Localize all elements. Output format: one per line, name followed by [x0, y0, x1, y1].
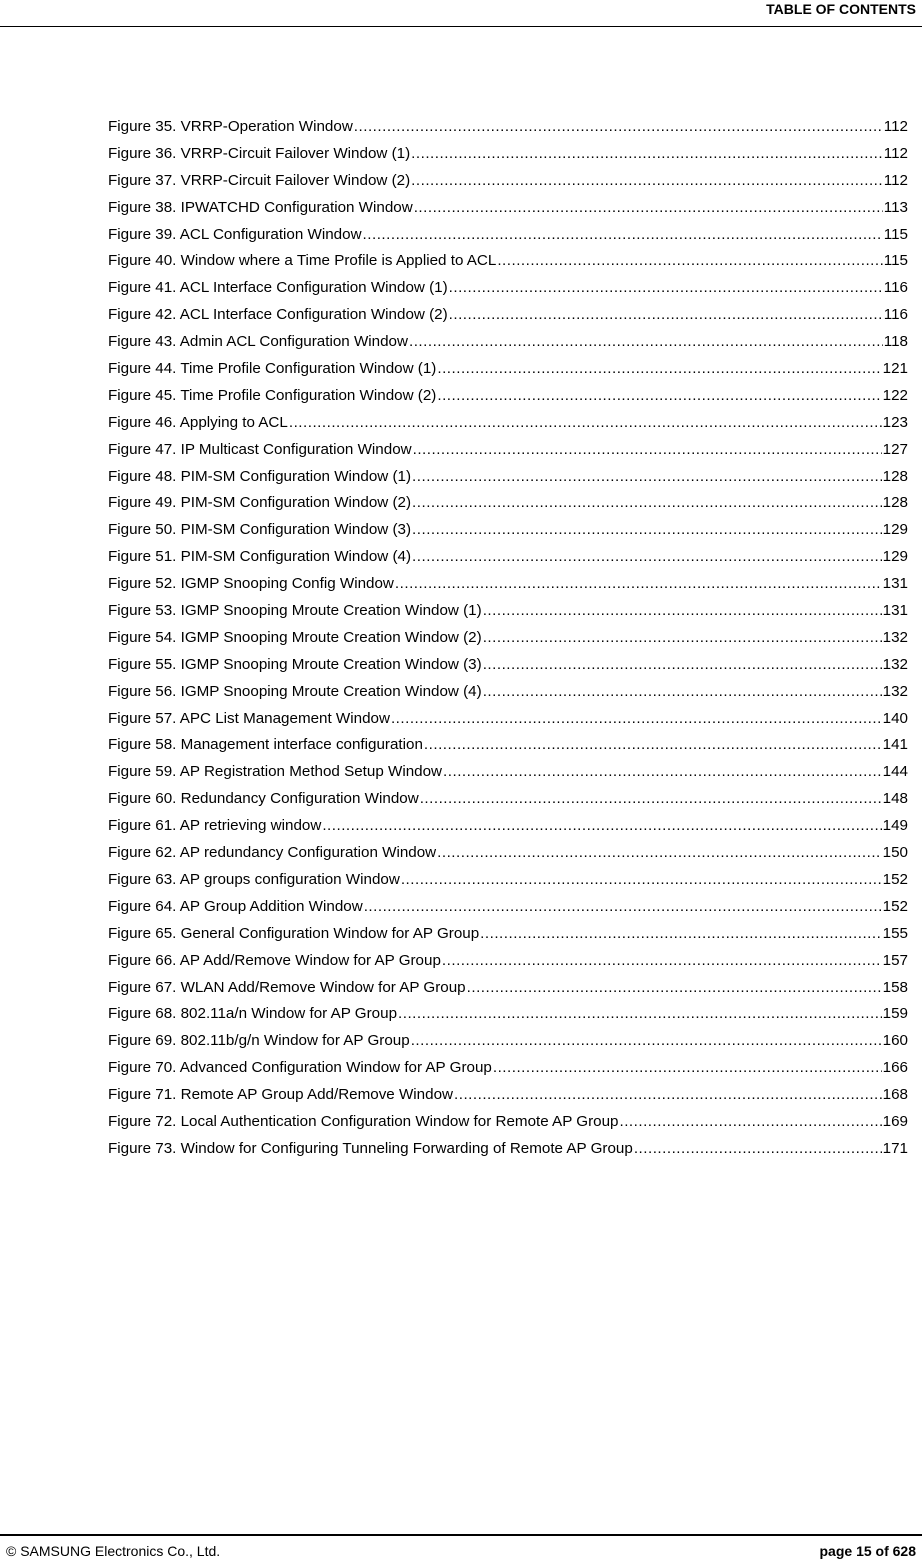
toc-entry[interactable]	[108, 356, 908, 383]
toc-entry-title: Figure 41. ACL Interface Configuration Window (1)	[108, 279, 448, 297]
toc-entry[interactable]	[108, 114, 908, 141]
toc-dot-leader	[289, 410, 882, 437]
toc-entry[interactable]	[108, 625, 908, 652]
toc-entry-page: 122	[882, 386, 908, 404]
toc-entry[interactable]	[108, 517, 908, 544]
toc-entry[interactable]	[108, 571, 908, 598]
toc-entry[interactable]	[108, 840, 908, 867]
toc-entry-page: 123	[882, 413, 908, 431]
toc-dot-leader	[483, 652, 882, 679]
toc-entry[interactable]	[108, 1109, 908, 1136]
toc-entry-title: Figure 49. PIM-SM Configuration Window (2)	[108, 494, 412, 512]
toc-dot-leader	[443, 759, 882, 786]
toc-entry-title: Figure 65. General Configuration Window for AP Group	[108, 924, 480, 942]
toc-dot-leader	[619, 1109, 881, 1136]
toc-entry[interactable]	[108, 490, 908, 517]
toc-entry[interactable]	[108, 759, 908, 786]
toc-entry-page: 128	[882, 494, 908, 512]
toc-entry[interactable]	[108, 195, 908, 222]
toc-dot-leader	[363, 222, 883, 249]
toc-entry-title: Figure 62. AP redundancy Configuration Window	[108, 844, 437, 862]
toc-entry-page: 160	[882, 1032, 908, 1050]
toc-entry-page: 112	[883, 171, 908, 189]
toc-entry-title: Figure 63. AP groups configuration Window	[108, 870, 400, 888]
toc-entry[interactable]	[108, 544, 908, 571]
toc-entry-page: 148	[882, 790, 908, 808]
toc-entry-title: Figure 71. Remote AP Group Add/Remove Window	[108, 1086, 453, 1104]
toc-dot-leader	[424, 732, 882, 759]
toc-dot-leader	[354, 114, 883, 141]
toc-entry-page: 112	[883, 118, 908, 135]
toc-dot-leader	[483, 598, 882, 625]
toc-entry-title: Figure 73. Window for Configuring Tunneling Forwarding of Remote AP Group	[108, 1139, 633, 1157]
toc-entry-title: Figure 55. IGMP Snooping Mroute Creation Window (3)	[108, 655, 482, 673]
toc-entry-title: Figure 43. Admin ACL Configuration Window	[108, 333, 408, 351]
toc-entry[interactable]	[108, 302, 908, 329]
toc-entry[interactable]	[108, 975, 908, 1002]
toc-entry-title: Figure 68. 802.11a/n Window for AP Group	[108, 1005, 398, 1023]
toc-dot-leader	[483, 679, 882, 706]
toc-entry-page: 169	[882, 1112, 908, 1130]
toc-entry-title: Figure 53. IGMP Snooping Mroute Creation Window (1)	[108, 602, 482, 620]
toc-entry-title: Figure 60. Redundancy Configuration Window	[108, 790, 419, 808]
toc-entry-title: Figure 61. AP retrieving window	[108, 817, 322, 835]
toc-entry[interactable]	[108, 867, 908, 894]
toc-dot-leader	[449, 302, 883, 329]
toc-entry-title: Figure 57. APC List Management Window	[108, 709, 390, 727]
toc-entry-page: 144	[882, 763, 908, 781]
toc-dot-leader	[412, 490, 882, 517]
toc-entry[interactable]	[108, 1055, 908, 1082]
toc-entry-title: Figure 51. PIM-SM Configuration Window (4)	[108, 548, 412, 566]
toc-dot-leader	[467, 975, 882, 1002]
toc-entry[interactable]	[108, 948, 908, 975]
toc-entry-title: Figure 39. ACL Configuration Window	[108, 225, 362, 243]
header-title: TABLE OF CONTENTS	[766, 1, 916, 17]
toc-entry-title: Figure 37. VRRP-Circuit Failover Window (2)	[108, 171, 411, 189]
toc-entry-title: Figure 40. Window where a Time Profile is Applied to ACL	[108, 252, 497, 270]
toc-entry-page: 152	[882, 870, 908, 888]
toc-dot-leader	[391, 706, 882, 733]
toc-entry[interactable]	[108, 598, 908, 625]
toc-entry-page: 168	[882, 1086, 908, 1104]
toc-entry-page: 121	[882, 360, 908, 378]
toc-entry-page: 113	[883, 198, 908, 216]
toc-entry-page: 166	[882, 1059, 908, 1077]
toc-entry[interactable]	[108, 141, 908, 168]
toc-entry-title: Figure 72. Local Authentication Configuration Window for Remote AP Group	[108, 1112, 619, 1130]
toc-dot-leader	[412, 544, 882, 571]
toc-dot-leader	[497, 248, 882, 275]
toc-dot-leader	[401, 867, 882, 894]
toc-dot-leader	[414, 195, 883, 222]
toc-entry-title: Figure 70. Advanced Configuration Window for AP Group	[108, 1059, 492, 1077]
toc-dot-leader	[364, 894, 882, 921]
header-divider	[0, 26, 922, 27]
toc-dot-leader	[411, 1028, 882, 1055]
toc-entry[interactable]	[108, 1001, 908, 1028]
toc-entry-page: 159	[882, 1005, 908, 1023]
toc-entry-page: 132	[882, 682, 908, 700]
toc-dot-leader	[411, 141, 883, 168]
toc-entry-title: Figure 36. VRRP-Circuit Failover Window (1)	[108, 144, 411, 162]
toc-entry[interactable]	[108, 1082, 908, 1109]
toc-dot-leader	[437, 840, 882, 867]
toc-entry-page: 152	[882, 897, 908, 915]
toc-dot-leader	[420, 786, 882, 813]
toc-dot-leader	[442, 948, 882, 975]
toc-dot-leader	[411, 168, 883, 195]
toc-entry[interactable]	[108, 1028, 908, 1055]
toc-entry-page: 112	[883, 144, 908, 162]
toc-dot-leader	[413, 437, 882, 464]
toc-entry-page: 115	[883, 225, 908, 243]
toc-entry[interactable]	[108, 813, 908, 840]
toc-dot-leader	[409, 329, 883, 356]
footer-copyright: © SAMSUNG Electronics Co., Ltd.	[6, 1543, 221, 1559]
toc-dot-leader	[454, 1082, 882, 1109]
toc-entry-page: 128	[882, 467, 908, 485]
toc-entry[interactable]	[108, 168, 908, 195]
toc-dot-leader	[480, 921, 881, 948]
toc-entry-title: Figure 48. PIM-SM Configuration Window (1)	[108, 467, 412, 485]
toc-entry-title: Figure 58. Management interface configuration	[108, 736, 423, 754]
footer-page-number: page 15 of 628	[819, 1543, 916, 1559]
toc-dot-leader	[395, 571, 882, 598]
toc-entry-title: Figure 46. Applying to ACL	[108, 413, 288, 431]
toc-entry-page: 118	[883, 333, 908, 351]
toc-entry[interactable]	[108, 275, 908, 302]
toc-entry-title: Figure 44. Time Profile Configuration Window (1)	[108, 360, 437, 378]
toc-entry[interactable]	[108, 786, 908, 813]
toc-entry[interactable]	[108, 437, 908, 464]
toc-entry-page: 158	[882, 978, 908, 996]
toc-entry-page: 150	[882, 844, 908, 862]
toc-dot-leader	[493, 1055, 882, 1082]
toc-entry-title: Figure 67. WLAN Add/Remove Window for AP Group	[108, 978, 466, 996]
toc-entry-title: Figure 66. AP Add/Remove Window for AP Group	[108, 951, 441, 969]
toc-entry-title: Figure 45. Time Profile Configuration Window (2)	[108, 386, 437, 404]
toc-entry-page: 132	[882, 655, 908, 673]
toc-dot-leader	[449, 275, 883, 302]
toc-entry-title: Figure 50. PIM-SM Configuration Window (3)	[108, 521, 412, 539]
toc-entry-title: Figure 35. VRRP-Operation Window	[108, 118, 353, 135]
toc-entry-page: 155	[882, 924, 908, 942]
toc-entry[interactable]	[108, 679, 908, 706]
toc-entry[interactable]	[108, 732, 908, 759]
toc-entry-page: 141	[882, 736, 908, 754]
toc-entry-page: 115	[883, 252, 908, 270]
footer-divider	[0, 1534, 922, 1536]
toc-dot-leader	[412, 464, 882, 491]
toc-dot-leader	[322, 813, 881, 840]
toc-entry-title: Figure 54. IGMP Snooping Mroute Creation Window (2)	[108, 628, 482, 646]
toc-entry-title: Figure 42. ACL Interface Configuration Window (2)	[108, 306, 448, 324]
toc-entry-page: 131	[882, 575, 908, 593]
toc-entry[interactable]	[108, 329, 908, 356]
toc-entry-page: 116	[883, 279, 908, 297]
toc-entry[interactable]	[108, 1136, 908, 1163]
toc-entry[interactable]	[108, 248, 908, 275]
toc-entry-page: 129	[882, 521, 908, 539]
toc-entry-page: 131	[882, 602, 908, 620]
toc-entry[interactable]	[108, 894, 908, 921]
toc-dot-leader	[483, 625, 882, 652]
toc-dot-leader	[412, 517, 882, 544]
toc-entry-page: 140	[882, 709, 908, 727]
toc-entry[interactable]	[108, 410, 908, 437]
toc-dot-leader	[634, 1136, 882, 1163]
toc-entry-page: 127	[882, 440, 908, 458]
toc-entry[interactable]	[108, 921, 908, 948]
toc-entry-title: Figure 47. IP Multicast Configuration Window	[108, 440, 412, 458]
toc-entry[interactable]	[108, 383, 908, 410]
toc-entry[interactable]	[108, 222, 908, 249]
toc-entry-page: 171	[882, 1139, 908, 1157]
toc-entry-page: 132	[882, 628, 908, 646]
toc-entry[interactable]	[108, 464, 908, 491]
toc-entry-title: Figure 52. IGMP Snooping Config Window	[108, 575, 394, 593]
toc-entry-title: Figure 69. 802.11b/g/n Window for AP Group	[108, 1032, 410, 1050]
toc-dot-leader	[437, 356, 881, 383]
table-of-figures	[108, 114, 908, 1163]
toc-dot-leader	[437, 383, 881, 410]
toc-entry-page: 149	[882, 817, 908, 835]
toc-entry-title: Figure 56. IGMP Snooping Mroute Creation Window (4)	[108, 682, 482, 700]
toc-entry-page: 129	[882, 548, 908, 566]
toc-dot-leader	[398, 1001, 882, 1028]
toc-entry-page: 157	[882, 951, 908, 969]
toc-entry[interactable]	[108, 652, 908, 679]
toc-entry[interactable]	[108, 706, 908, 733]
toc-entry-title: Figure 59. AP Registration Method Setup Window	[108, 763, 443, 781]
toc-entry-title: Figure 38. IPWATCHD Configuration Window	[108, 198, 413, 216]
toc-entry-page: 116	[883, 306, 908, 324]
toc-entry-title: Figure 64. AP Group Addition Window	[108, 897, 363, 915]
